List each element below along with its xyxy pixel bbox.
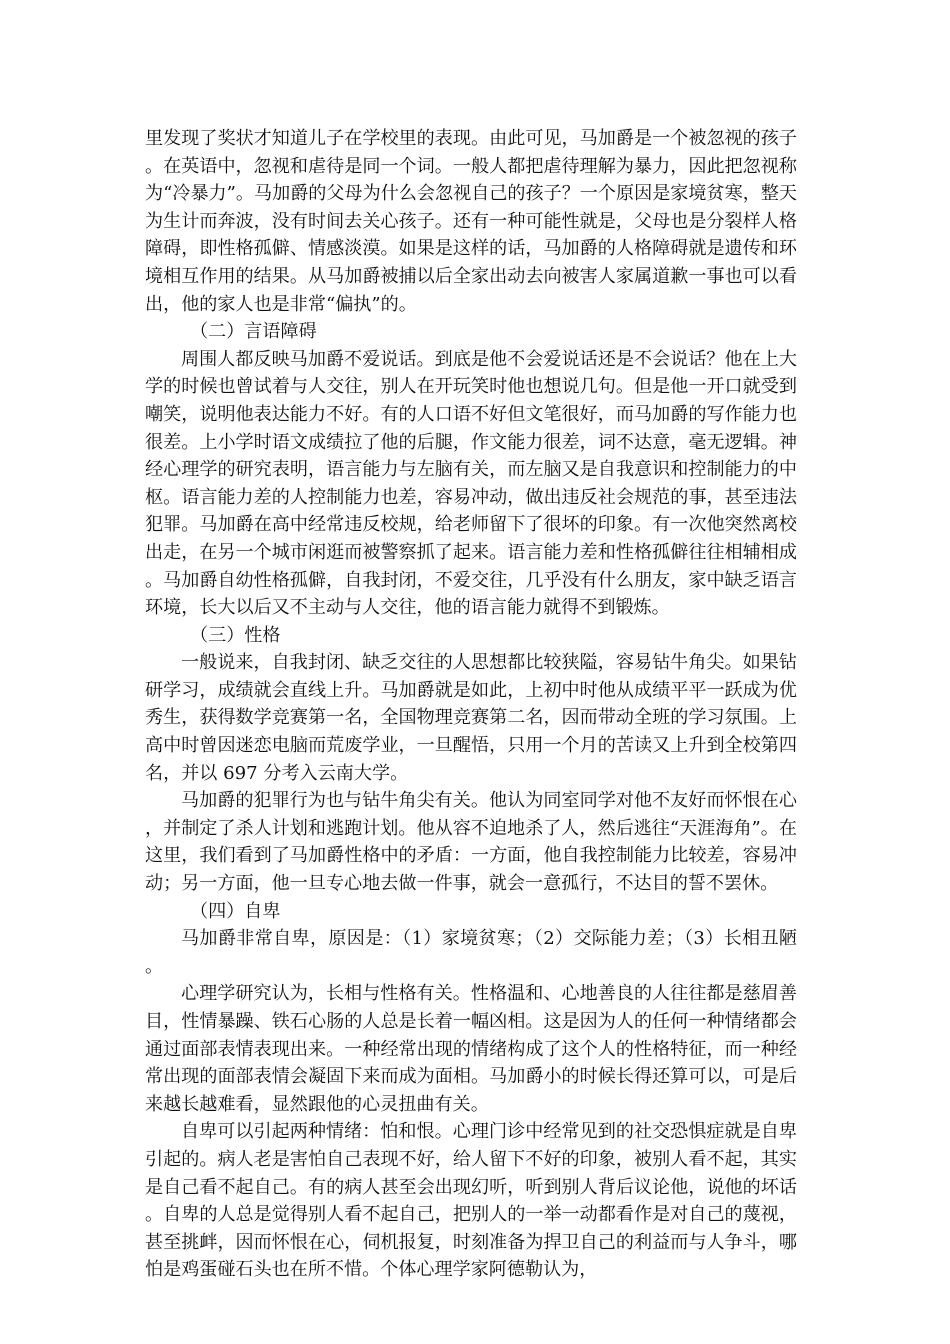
section-heading-inferiority: （四）自卑 (190, 900, 281, 922)
paragraph-fear-and-hate: 自卑可以引起两种情绪：怕和恨。心理门诊中经常见到的社交恐惧症就是自卑引起的。病人老是害怕自己表现不好，给人留下不好的印象，被别人看不起，其实是自己看不起自己。有的病人甚至会出现幻听，听到别人背后议论他，说他的坏话。自卑的人总是觉得别人看不起自己，把别人的一举一动都看作是对自己的蔑视，甚至挑衅，因而怀恨在心，伺机报复，时刻准备为捍卫自己的利益而与人争斗，哪怕是鸡蛋碰石头也在所不惜。个体心理学家阿德勒认为， (145, 1121, 797, 1281)
paragraph-family-neglect: 里发现了奖状才知道儿子在学校里的表现。由此可见，马加爵是一个被忽视的孩子。在英语中，忽视和虐待是同一个词。一般人都把虐待理解为暴力，因此把忽视称为“冷暴力”。马加爵的父母为什么会忽视自己的孩子？一个原因是家境贫寒，整天为生计而奔波，没有时间去关心孩子。还有一种可能性就是，父母也是分裂样人格障碍，即性格孤僻、情感淡漠。如果是这样的话，马加爵的人格障碍就是遗传和环境相互作用的结果。从马加爵被捕以后全家出动去向被害人家属道歉一事也可以看出，他的家人也是非常“偏执”的。 (145, 128, 797, 315)
paragraph-speech-disorder: 周围人都反映马加爵不爱说话。到底是他不会爱说话还是不会说话？他在上大学的时候也曾试着与人交往，别人在开玩笑时他也想说几句。但是他一开口就受到嘲笑，说明他表达能力不好。有的人口语不好但文笔很好，而马加爵的写作能力也很差。上小学时语文成绩拉了他的后腿，作文能力很差，词不达意，毫无逻辑。神经心理学的研究表明，语言能力与左脑有关，而左脑又是自我意识和控制能力的中枢。语言能力差的人控制能力也差，容易冲动，做出违反社会规范的事，甚至违法犯罪。马加爵在高中经常违反校规，给老师留下了很坏的印象。有一次他突然离校出走，在另一个城市闲逛而被警察抓了起来。语言能力差和性格孤僻往往相辅相成。马加爵自幼性格孤僻，自我封闭，不爱交往，几乎没有什么朋友，家中缺乏语言环境，长大以后又不主动与人交往，他的语言能力就得不到锻炼。 (145, 348, 797, 619)
section-heading-speech-disorder: （二）言语障碍 (190, 321, 317, 343)
paragraph-inferiority-causes: 马加爵非常自卑，原因是：（1）家境贫寒；（2）交际能力差；（3）长相丑陋。 (145, 928, 797, 977)
section-heading-personality: （三）性格 (190, 624, 281, 646)
paragraph-personality-crime: 马加爵的犯罪行为也与钻牛角尖有关。他认为同室同学对他不友好而怀恨在心，并制定了杀人计划和逃跑计划。他从容不迫地杀了人，然后逃往“天涯海角”。在这里，我们看到了马加爵性格中的矛盾：一方面，他自我控制能力比较差，容易冲动；另一方面，他一旦专心地去做一件事，就会一意孤行，不达目的誓不罢休。 (145, 790, 797, 895)
paragraph-appearance-personality: 心理学研究认为，长相与性格有关。性格温和、心地善良的人往往都是慈眉善目，性情暴躁、铁石心肠的人总是长着一幅凶相。这是因为人的任何一种情绪都会通过面部表情表现出来。一种经常出现的情绪构成了这个人的性格特征，而一种经常出现的面部表情会凝固下来而成为面相。马加爵小的时候长得还算可以，可是后来越长越难看，显然跟他的心灵扭曲有关。 (145, 983, 797, 1115)
paragraph-personality-study: 一般说来，自我封闭、缺乏交往的人思想都比较狭隘，容易钻牛角尖。如果钻研学习，成绩就会直线上升。马加爵就是如此，上初中时他从成绩平平一跃成为优秀生，获得数学竞赛第一名，全国物理竞赛第二名，因而带动全班的学习氛围。上高中时曾因迷恋电脑而荒废学业，一旦醒悟，只用一个月的苦读又上升到全校第四名，并以 697 分考入云南大学。 (145, 652, 797, 784)
document-body (145, 125, 797, 1284)
